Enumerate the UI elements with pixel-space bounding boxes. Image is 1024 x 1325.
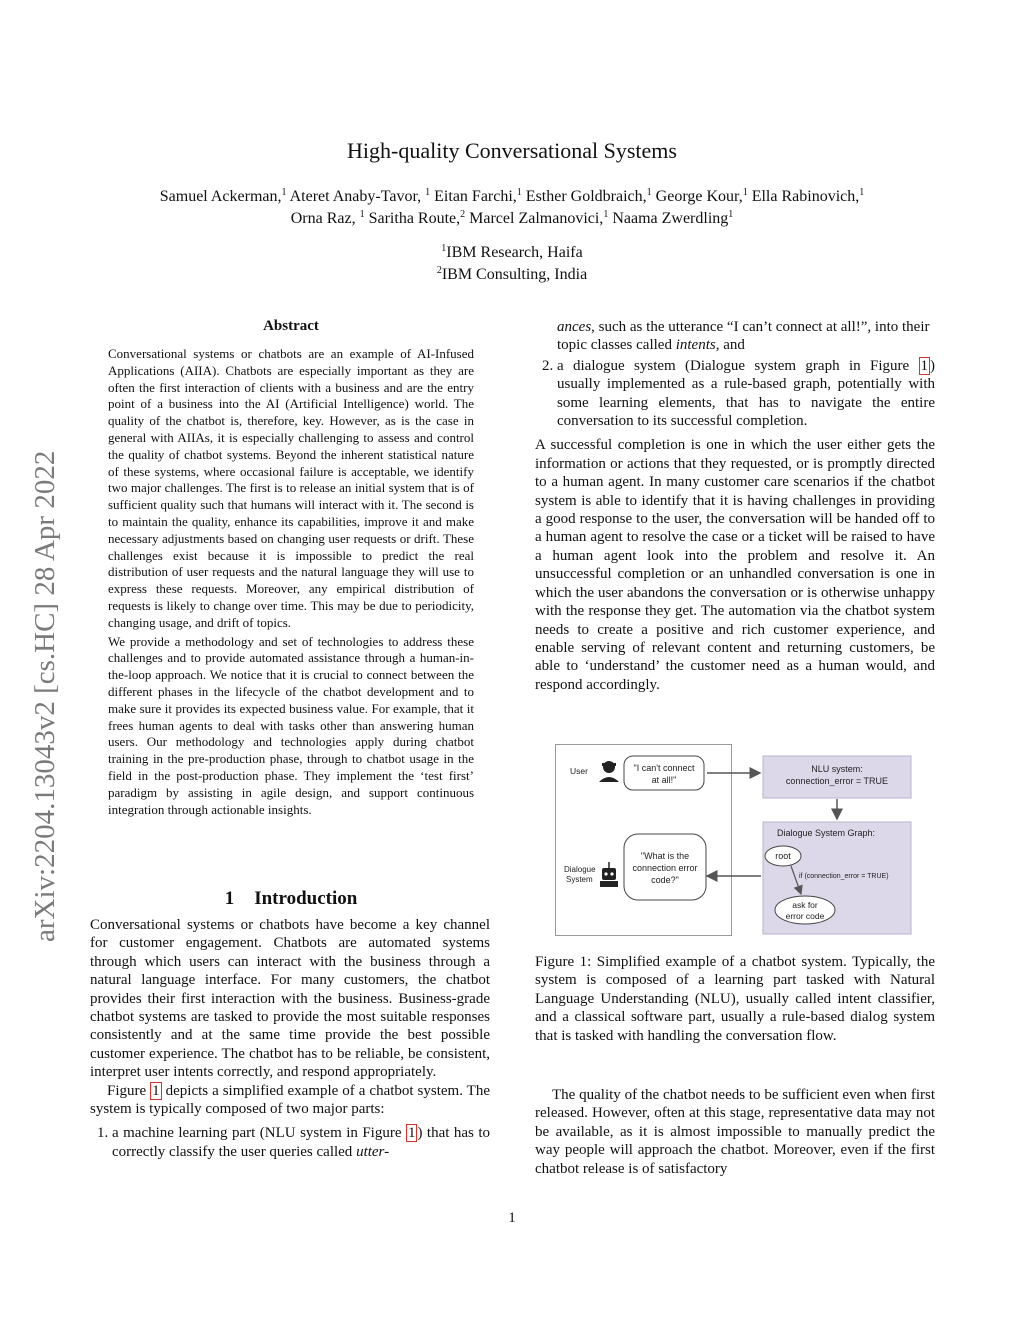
text-run: ) that has to correctly classify the user queries called: [112, 1125, 490, 1160]
text-run: utter-: [356, 1143, 390, 1160]
affiliation-number: 1: [441, 243, 447, 254]
text-run: , such as the utterance “I can’t connect at all!”, into their topic classes called: [557, 319, 930, 354]
text-run: a machine learning part (NLU system in Figure: [112, 1125, 406, 1142]
affiliation-mark: 1: [603, 209, 609, 220]
abstract-paragraph: We provide a methodology and set of technologies to address these challenges and to provide automated assistance through a human-in-the-loop approach. We notice that it is crucial to connect between the different phases in the lifecycle of the chatbot development and to make sure it provides its expected business value. For example, that it frees human agents to deal with tasks other than answering human users. Our methodology and technologies apply during chatbot training in the pre-production phase, through to chatbot usage in the field in the post-production phase. They implement the ‘test first’ paradigm by assisting in agile design, and support continuous integration through actionable insights.: [108, 633, 474, 817]
affiliation-mark: 1: [859, 187, 865, 198]
ask-node-label: error code: [785, 911, 825, 921]
author: Marcel Zalmanovici,: [469, 210, 604, 227]
affiliations: [0, 242, 1024, 286]
text-run: Figure: [107, 1082, 151, 1099]
author: Orna Raz,: [290, 210, 356, 227]
affiliation-number: 2: [436, 265, 442, 276]
affiliation-mark: 1: [281, 187, 287, 198]
paper-title: High-quality Conversational Systems: [347, 138, 677, 163]
affiliation-mark: 1: [425, 187, 431, 198]
abstract-paragraph: Conversational systems or chatbots are an example of AI-Infused Applications (AIIA). Chatbots are especially important as they are often the first interaction of clients with a business and are the entry point of a business into the AI (Artificial Intelligence) world. The quality of the chatbot is, therefore, key. However, as is the case in general with AIIAs, it is especially challenging to assess and control the quality of chatbot systems. Beyond the inherent statistical nature of these systems, where occasional failure is acceptable, we identify two major challenges. The first is to release an initial system that is of sufficient quality such that humans will interact with it. The second is to maintain the quality, enhance its capabilities, improve it and make necessary adjustments based on changing user requests or drift. These challenges exist because it is impossible to predict the real distribution of user requests and the natural language they will use to express these requests. Moreover, any empirical distribution of requests is likely to change over time. This may be due to periodicity, changing usage, and drift of topics.: [108, 346, 474, 630]
root-node-label: root: [775, 851, 791, 861]
abstract-heading: Abstract: [263, 318, 319, 334]
dialogue-system-label: Dialogue: [564, 865, 596, 874]
abstract-body: [108, 346, 474, 820]
affiliation-mark: 1: [728, 209, 734, 220]
figure-reference-link[interactable]: 1: [152, 1082, 160, 1099]
affiliation: [0, 264, 1024, 286]
figure-reference-link[interactable]: 1: [407, 1125, 416, 1142]
text-run: ) usually implemented as a rule-based graph, potentially with some learning elements, that has to navigate the entire conversation to its successful completion.: [557, 357, 935, 430]
author-line-1: [60, 186, 964, 208]
figure-1-diagram: [555, 744, 913, 936]
figure-1-caption: Figure 1: Simplified example of a chatbot system. Typically, the system is composed of a learning part tasked with Natural Language Understanding (NLU), usually called intent classifier, and a classical software part, usually a rule-based dialog system that is tasked with handling the conversation flow.: [535, 954, 935, 1044]
section-heading-introduction: [90, 888, 492, 910]
page-number: 1: [508, 1210, 516, 1226]
list-item: [112, 1124, 490, 1161]
affiliation-name: IBM Research, Haifa: [446, 244, 583, 261]
affiliation-mark: 2: [460, 209, 466, 220]
section-title: Introduction: [254, 888, 358, 909]
bot-bubble-text: "What is the: [640, 851, 690, 861]
paragraph-text: The quality of the chatbot needs to be sufficient even when first released. However, often at this stage, representative data may not be available, as it is almost impossible to manually predict the way people will approach the chatbot. Moreover, even if the first chatbot release is of satisfactory: [535, 1087, 935, 1177]
user-label: User: [570, 766, 588, 776]
affiliation-mark: 1: [742, 187, 748, 198]
ask-node-label: ask for: [792, 900, 818, 910]
body-paragraph: [535, 1086, 935, 1178]
right-column-top: [535, 318, 935, 694]
user-bubble-text: at all!": [651, 775, 677, 785]
graph-edge-condition: if (connection_error = TRUE): [799, 873, 889, 880]
nlu-text: NLU system:: [811, 764, 863, 774]
parts-list-continued: [535, 357, 935, 431]
author: Eitan Farchi,: [434, 188, 517, 205]
text-run: ances: [557, 319, 592, 335]
intro-paragraph: [90, 1082, 490, 1119]
affiliation: [0, 242, 1024, 264]
list-item: [557, 357, 935, 431]
body-paragraph: A successful completion is one in which the user either gets the information or actions that they requested, or is promptly directed to a human agent. In many customer care scenarios if the chatbot system is able to identify that it is having challenges in providing a good response to the user, the conversation will be handed off to a human agent to resolve the case or a ticket will be raised to have a human agent look into the problem and resolve it. An unsuccessful completion or an unhandled conversation is one in which the user abandons the conversation or is otherwise unhappy with the response they get. The automation via the chatbot system needs to create a positive and rich customer experience, and enable serving of relevant content and returning customers, be able to ‘understand’ the customer need as a human would, and respond accordingly.: [535, 437, 935, 693]
author-line-2: [60, 208, 964, 230]
author: Samuel Ackerman,: [159, 188, 282, 205]
author: Naama Zwerdling: [612, 210, 729, 227]
intro-paragraph: Conversational systems or chatbots have become a key channel for customer engagement. Chatbots are automated systems through which users can interact with the business through a natural language interface. For many customers, the chatbot provides their first interaction with the business. Business-grade chatbot systems are tasked to provide the most suitable responses consistently and at the same time provide the best possible customer experience. The chatbot has to be reliable, be consistent, interpret user intents correctly, and respond appropriately.: [90, 917, 490, 1081]
introduction-body: [90, 916, 490, 1161]
author: Esther Goldbraich,: [525, 188, 647, 205]
affiliation-name: IBM Consulting, India: [441, 266, 588, 283]
figure-reference-link[interactable]: 1: [920, 357, 928, 374]
bot-bubble-text: connection error: [632, 863, 698, 873]
arxiv-side-stamp: arXiv:2204.13043v2 [cs.HC] 28 Apr 2022: [29, 450, 61, 942]
author: Saritha Route,: [368, 210, 461, 227]
text-run: a dialogue system (Dialogue system graph in Figure: [557, 357, 919, 374]
author: George Kour,: [655, 188, 743, 205]
text-run: intents: [675, 337, 716, 354]
parts-list: [90, 1124, 490, 1161]
author: Ella Rabinovich,: [751, 188, 860, 205]
section-number: 1: [224, 888, 235, 909]
text-run: depicts a simplified example of a chatbot system. The system is typically composed of two major parts:: [90, 1082, 490, 1118]
affiliation-mark: 1: [646, 187, 652, 198]
bot-bubble-text: code?": [651, 875, 679, 885]
list-continuation: [535, 318, 935, 355]
author-list: [60, 186, 964, 230]
text-run: , and: [715, 337, 745, 354]
affiliation-mark: 1: [359, 209, 365, 220]
nlu-text: connection_error = TRUE: [785, 776, 889, 786]
user-bubble-text: "I can't connect: [633, 763, 695, 773]
affiliation-mark: 1: [516, 187, 522, 198]
dialogue-system-label: System: [566, 875, 593, 884]
author: Ateret Anaby-Tavor,: [289, 188, 422, 205]
graph-title: Dialogue System Graph:: [777, 828, 876, 838]
